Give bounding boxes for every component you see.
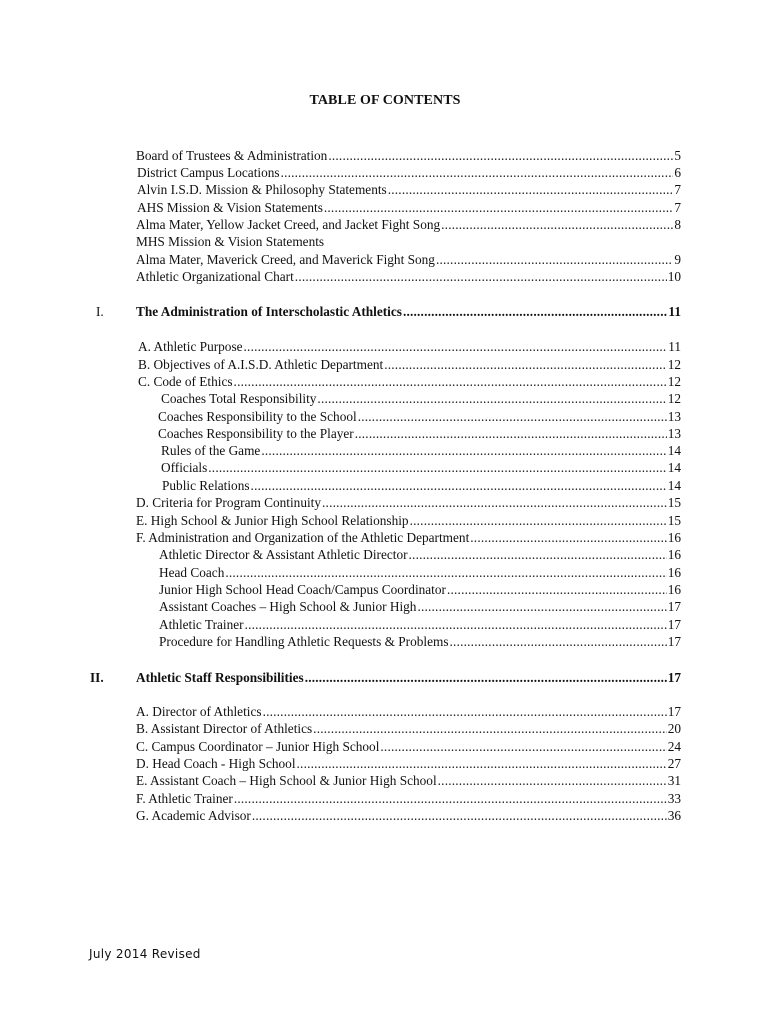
toc-entry-page: 7 bbox=[674, 182, 681, 197]
toc-entry-page: 16 bbox=[667, 530, 681, 545]
toc-entry bbox=[138, 373, 681, 390]
leader-dots bbox=[328, 147, 673, 164]
leader-dots bbox=[251, 477, 667, 494]
toc-entry-label: Alma Mater, Yellow Jacket Creed, and Jacket Fight Song bbox=[136, 217, 441, 232]
toc-entry-label: AHS Mission & Vision Statements bbox=[137, 200, 323, 215]
section-heading-page: 11 bbox=[668, 304, 681, 319]
leader-dots bbox=[261, 442, 666, 459]
toc-entry-label: MHS Mission & Vision Statements bbox=[136, 234, 325, 249]
toc-entry-label: Head Coach bbox=[159, 565, 225, 580]
toc-entry-label: A. Athletic Purpose bbox=[138, 339, 243, 354]
toc-entry-label: Coaches Responsibility to the School bbox=[158, 409, 357, 424]
leader-dots bbox=[322, 494, 667, 511]
toc-entry-page: 13 bbox=[667, 426, 681, 441]
toc-entry-label: C. Code of Ethics bbox=[138, 374, 233, 389]
leader-dots bbox=[313, 720, 667, 737]
toc-entry bbox=[136, 529, 681, 546]
toc-entry-label: E. High School & Junior High School Relationship bbox=[136, 513, 409, 528]
toc-entry-page: 10 bbox=[667, 269, 681, 284]
toc-entry bbox=[158, 425, 681, 442]
toc-entry bbox=[136, 233, 681, 250]
leader-dots bbox=[384, 356, 666, 373]
leader-dots bbox=[409, 546, 667, 563]
toc-entry-label: Alvin I.S.D. Mission & Philosophy Statements bbox=[137, 182, 387, 197]
toc-entry-label: Athletic Trainer bbox=[159, 617, 244, 632]
toc-entry bbox=[136, 147, 681, 164]
footer-revision-note: July 2014 Revised bbox=[89, 947, 201, 961]
toc-entry-page: 14 bbox=[667, 460, 681, 475]
toc-entry-page: 33 bbox=[667, 791, 681, 806]
toc-entry-page: 14 bbox=[667, 478, 681, 493]
toc-entry-page: 12 bbox=[667, 374, 681, 389]
toc-entry-page: 17 bbox=[667, 634, 681, 649]
toc-entry-label: Coaches Responsibility to the Player bbox=[158, 426, 354, 441]
toc-entry-page: 12 bbox=[667, 357, 681, 372]
leader-dots bbox=[403, 303, 667, 320]
section-numeral: I. bbox=[96, 304, 104, 319]
toc-entry-page: 13 bbox=[667, 409, 681, 424]
leader-dots bbox=[441, 216, 673, 233]
leader-dots bbox=[355, 425, 667, 442]
leader-dots bbox=[281, 164, 674, 181]
leader-dots bbox=[244, 338, 668, 355]
toc-entry bbox=[162, 477, 681, 494]
leader-dots bbox=[417, 598, 666, 615]
toc-entry bbox=[161, 459, 681, 476]
toc-entry bbox=[161, 442, 681, 459]
toc-entry bbox=[136, 703, 681, 720]
toc-entry-label: Public Relations bbox=[162, 478, 250, 493]
toc-entry-label: Assistant Coaches – High School & Junior High bbox=[159, 599, 417, 614]
page-title: TABLE OF CONTENTS bbox=[309, 93, 461, 108]
toc-entry bbox=[159, 598, 681, 615]
toc-entry-label: Officials bbox=[161, 460, 208, 475]
leader-dots bbox=[324, 199, 673, 216]
leader-dots bbox=[358, 408, 667, 425]
toc-entry-page: 15 bbox=[667, 513, 681, 528]
toc-entry bbox=[137, 164, 681, 181]
toc-entry bbox=[136, 720, 681, 737]
toc-entry-page: 8 bbox=[674, 217, 681, 232]
toc-entry bbox=[158, 408, 681, 425]
section-heading-label: The Administration of Interscholastic Athletics bbox=[136, 304, 402, 319]
leader-dots bbox=[436, 251, 673, 268]
toc-entry-page: 16 bbox=[667, 565, 681, 580]
section-heading-page: 17 bbox=[667, 670, 681, 685]
toc-entry bbox=[159, 564, 681, 581]
toc-entry-label: F. Administration and Organization of the Athletic Department bbox=[136, 530, 470, 545]
toc-entry-label: Procedure for Handling Athletic Requests & Problems bbox=[159, 634, 449, 649]
toc-entry-page: 17 bbox=[667, 704, 681, 719]
toc-entry-label: Alma Mater, Maverick Creed, and Maverick Fight Song bbox=[136, 252, 435, 267]
toc-entry bbox=[136, 494, 681, 511]
toc-entry-page: 5 bbox=[674, 148, 681, 163]
toc-entry bbox=[136, 512, 681, 529]
leader-dots bbox=[234, 373, 667, 390]
toc-entry bbox=[136, 790, 681, 807]
leader-dots bbox=[380, 738, 666, 755]
toc-entry-label: Athletic Organizational Chart bbox=[136, 269, 294, 284]
toc-entry bbox=[159, 616, 681, 633]
toc-entry-label: E. Assistant Coach – High School & Junior High School bbox=[136, 773, 437, 788]
leader-dots bbox=[234, 790, 667, 807]
toc-entry-page: 16 bbox=[667, 582, 681, 597]
toc-entry-label: Board of Trustees & Administration bbox=[136, 148, 328, 163]
toc-entry-label: Rules of the Game bbox=[161, 443, 261, 458]
leader-dots bbox=[410, 512, 667, 529]
leader-dots bbox=[438, 772, 667, 789]
toc-entry bbox=[136, 738, 681, 755]
toc-entry-page: 31 bbox=[667, 773, 681, 788]
toc-entry bbox=[136, 268, 681, 285]
toc-entry bbox=[138, 356, 681, 373]
section-heading bbox=[136, 669, 681, 686]
leader-dots bbox=[447, 581, 667, 598]
toc-entry bbox=[137, 199, 681, 216]
toc-entry-page: 15 bbox=[667, 495, 681, 510]
toc-entry-page: 11 bbox=[668, 339, 681, 354]
toc-entry bbox=[136, 755, 681, 772]
section-heading bbox=[136, 303, 681, 320]
toc-entry bbox=[136, 772, 681, 789]
leader-dots bbox=[245, 616, 667, 633]
leader-dots bbox=[295, 268, 667, 285]
toc-entry-page: 17 bbox=[667, 599, 681, 614]
toc-entry bbox=[136, 251, 681, 268]
toc-entry bbox=[137, 181, 681, 198]
leader-dots bbox=[252, 807, 667, 824]
toc-entry-label: B. Assistant Director of Athletics bbox=[136, 721, 313, 736]
leader-dots bbox=[317, 390, 666, 407]
toc-entry bbox=[138, 338, 681, 355]
leader-dots bbox=[263, 703, 667, 720]
leader-dots bbox=[225, 564, 666, 581]
toc-entry-label: District Campus Locations bbox=[137, 165, 280, 180]
toc-entry bbox=[159, 633, 681, 650]
toc-entry-page: 24 bbox=[667, 739, 681, 754]
leader-dots bbox=[297, 755, 667, 772]
toc-entry-label: A. Director of Athletics bbox=[136, 704, 262, 719]
toc-entry bbox=[159, 546, 681, 563]
toc-entry-label: Athletic Director & Assistant Athletic Director bbox=[159, 547, 408, 562]
leader-dots bbox=[388, 181, 674, 198]
toc-entry bbox=[136, 216, 681, 233]
toc-entry-label: C. Campus Coordinator – Junior High School bbox=[136, 739, 380, 754]
toc-entry bbox=[136, 807, 681, 824]
section-numeral: II. bbox=[90, 670, 104, 685]
toc-entry-label: D. Head Coach - High School bbox=[136, 756, 296, 771]
toc-entry-page: 16 bbox=[667, 547, 681, 562]
leader-dots bbox=[450, 633, 667, 650]
leader-dots bbox=[208, 459, 666, 476]
toc-entry-page: 12 bbox=[667, 391, 681, 406]
toc-entry-page: 14 bbox=[667, 443, 681, 458]
toc-entry-page: 6 bbox=[674, 165, 681, 180]
toc-entry-label: Coaches Total Responsibility bbox=[161, 391, 317, 406]
toc-entry-page: 7 bbox=[674, 200, 681, 215]
toc-entry-page: 9 bbox=[674, 252, 681, 267]
toc-entry-page: 20 bbox=[667, 721, 681, 736]
leader-dots bbox=[470, 529, 666, 546]
toc-entry-label: Junior High School Head Coach/Campus Coordinator bbox=[159, 582, 446, 597]
toc-entry bbox=[161, 390, 681, 407]
toc-entry bbox=[159, 581, 681, 598]
toc-entry-label: B. Objectives of A.I.S.D. Athletic Department bbox=[138, 357, 384, 372]
toc-entry-label: F. Athletic Trainer bbox=[136, 791, 233, 806]
toc-entry-page: 17 bbox=[667, 617, 681, 632]
toc-entry-label: D. Criteria for Program Continuity bbox=[136, 495, 322, 510]
toc-entry-label: G. Academic Advisor bbox=[136, 808, 251, 823]
toc-entry-page: 27 bbox=[667, 756, 681, 771]
toc-entry-page: 36 bbox=[667, 808, 681, 823]
leader-dots bbox=[305, 669, 667, 686]
section-heading-label: Athletic Staff Responsibilities bbox=[136, 670, 304, 685]
